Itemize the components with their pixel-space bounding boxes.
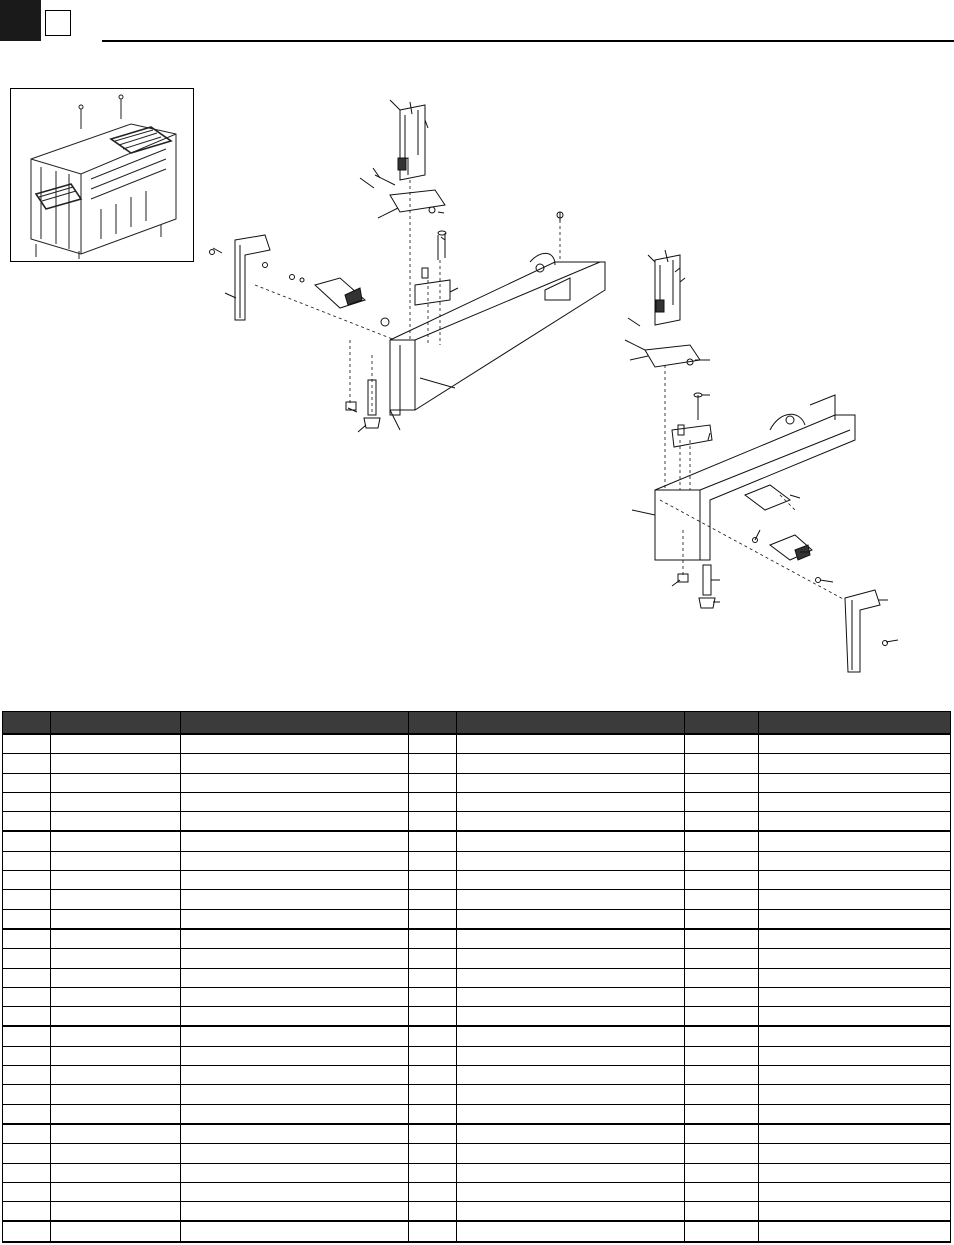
table-cell <box>457 851 685 870</box>
table-row <box>3 890 951 909</box>
table-cell <box>409 1221 457 1242</box>
table-cell <box>181 987 409 1006</box>
table-cell <box>3 987 51 1006</box>
table-cell <box>457 1104 685 1124</box>
table-cell <box>685 1026 759 1046</box>
table-cell <box>759 949 951 968</box>
table-row <box>3 949 951 968</box>
table-cell <box>409 968 457 987</box>
table-cell <box>3 831 51 851</box>
table-cell <box>759 890 951 909</box>
table-cell <box>51 792 181 811</box>
table-cell <box>409 1124 457 1144</box>
table-cell <box>181 734 409 754</box>
column-header <box>685 712 759 735</box>
table-cell <box>457 812 685 832</box>
table-cell <box>51 1163 181 1182</box>
column-header <box>181 712 409 735</box>
table-row <box>3 871 951 890</box>
table-cell <box>3 1104 51 1124</box>
table-cell <box>759 734 951 754</box>
table-cell <box>3 1221 51 1242</box>
table-cell <box>409 890 457 909</box>
table-cell <box>3 929 51 949</box>
table-cell <box>409 773 457 792</box>
column-header <box>759 712 951 735</box>
table-cell <box>409 734 457 754</box>
table-row <box>3 1104 951 1124</box>
table-cell <box>759 1144 951 1163</box>
table-cell <box>51 1124 181 1144</box>
right-end-bracket <box>845 590 880 672</box>
table-cell <box>3 909 51 929</box>
table-cell <box>409 851 457 870</box>
column-header <box>409 712 457 735</box>
table-cell <box>759 987 951 1006</box>
table-cell <box>409 949 457 968</box>
table-cell <box>181 1066 409 1085</box>
table-cell <box>685 1182 759 1201</box>
table-cell <box>181 1124 409 1144</box>
table-cell <box>457 773 685 792</box>
table-cell <box>759 929 951 949</box>
table-cell <box>457 1026 685 1046</box>
left-end-bracket <box>235 235 270 320</box>
table-cell <box>685 1007 759 1027</box>
table-cell <box>457 987 685 1006</box>
table-row <box>3 1202 951 1222</box>
table-cell <box>759 1007 951 1027</box>
table-row <box>3 1124 951 1144</box>
table-cell <box>759 754 951 773</box>
table-cell <box>457 754 685 773</box>
table-cell <box>3 773 51 792</box>
table-cell <box>3 1144 51 1163</box>
table-cell <box>457 1163 685 1182</box>
table-cell <box>181 909 409 929</box>
table-cell <box>457 1182 685 1201</box>
table-cell <box>3 734 51 754</box>
table-cell <box>51 1085 181 1104</box>
table-cell <box>685 754 759 773</box>
table-cell <box>759 1124 951 1144</box>
table-cell <box>3 792 51 811</box>
table-row <box>3 754 951 773</box>
table-cell <box>759 851 951 870</box>
table-cell <box>3 1026 51 1046</box>
table-cell <box>51 890 181 909</box>
table-cell <box>51 1221 181 1242</box>
table-cell <box>685 929 759 949</box>
table-cell <box>409 1046 457 1065</box>
table-cell <box>181 754 409 773</box>
table-cell <box>759 909 951 929</box>
table-cell <box>685 1202 759 1222</box>
table-cell <box>759 1182 951 1201</box>
table-cell <box>3 754 51 773</box>
table-cell <box>51 949 181 968</box>
table-row <box>3 1026 951 1046</box>
left-rail <box>390 262 605 410</box>
table-row <box>3 1085 951 1104</box>
table-cell <box>409 1066 457 1085</box>
column-header <box>51 712 181 735</box>
table-cell <box>3 1007 51 1027</box>
table-cell <box>457 1066 685 1085</box>
table-cell <box>3 1066 51 1085</box>
table-cell <box>51 1182 181 1201</box>
table-cell <box>51 1026 181 1046</box>
table-cell <box>457 1046 685 1065</box>
table-cell <box>181 1007 409 1027</box>
table-cell <box>457 1124 685 1144</box>
header-rule <box>102 40 954 42</box>
table-cell <box>51 1104 181 1124</box>
table-cell <box>759 773 951 792</box>
table-cell <box>685 890 759 909</box>
table-row <box>3 1163 951 1182</box>
table-cell <box>409 831 457 851</box>
table-cell <box>3 968 51 987</box>
table-cell <box>457 1085 685 1104</box>
table-cell <box>181 792 409 811</box>
table-cell <box>51 909 181 929</box>
table-cell <box>759 1221 951 1242</box>
table-row <box>3 734 951 754</box>
table-cell <box>759 1104 951 1124</box>
table-cell <box>3 949 51 968</box>
table-cell <box>3 871 51 890</box>
table-cell <box>181 831 409 851</box>
table-cell <box>759 1046 951 1065</box>
table-cell <box>3 1163 51 1182</box>
table-cell <box>409 812 457 832</box>
table-cell <box>181 1104 409 1124</box>
table-cell <box>409 1202 457 1222</box>
table-cell <box>181 871 409 890</box>
table-row <box>3 831 951 851</box>
table-cell <box>759 812 951 832</box>
table-cell <box>409 909 457 929</box>
table-cell <box>181 929 409 949</box>
parts-table-header <box>3 712 951 735</box>
table-cell <box>685 909 759 929</box>
table-cell <box>409 792 457 811</box>
table-row <box>3 1144 951 1163</box>
table-cell <box>181 949 409 968</box>
parts-table <box>2 711 951 1243</box>
table-cell <box>51 987 181 1006</box>
table-cell <box>457 734 685 754</box>
table-cell <box>685 792 759 811</box>
table-cell <box>457 1007 685 1027</box>
table-cell <box>3 1046 51 1065</box>
table-row <box>3 851 951 870</box>
table-cell <box>409 987 457 1006</box>
right-plate <box>655 415 855 560</box>
table-cell <box>457 909 685 929</box>
table-cell <box>685 1085 759 1104</box>
table-cell <box>457 831 685 851</box>
table-cell <box>181 1085 409 1104</box>
table-cell <box>685 1066 759 1085</box>
table-cell <box>181 1026 409 1046</box>
table-cell <box>685 987 759 1006</box>
table-cell <box>457 968 685 987</box>
table-cell <box>685 1144 759 1163</box>
table-cell <box>409 929 457 949</box>
table-cell <box>759 1202 951 1222</box>
table-cell <box>685 871 759 890</box>
table-cell <box>51 1202 181 1222</box>
table-cell <box>685 1046 759 1065</box>
table-cell <box>51 871 181 890</box>
table-cell <box>685 1124 759 1144</box>
table-cell <box>409 1104 457 1124</box>
table-cell <box>457 929 685 949</box>
table-cell <box>181 773 409 792</box>
table-cell <box>457 1144 685 1163</box>
table-row <box>3 1046 951 1065</box>
table-row <box>3 968 951 987</box>
table-cell <box>181 890 409 909</box>
table-row <box>3 773 951 792</box>
table-cell <box>685 968 759 987</box>
table-cell <box>181 1144 409 1163</box>
table-cell <box>51 1046 181 1065</box>
table-row <box>3 812 951 832</box>
table-cell <box>759 1066 951 1085</box>
table-cell <box>51 1007 181 1027</box>
table-cell <box>685 773 759 792</box>
table-row <box>3 909 951 929</box>
table-cell <box>409 871 457 890</box>
table-cell <box>457 792 685 811</box>
table-cell <box>759 871 951 890</box>
table-cell <box>51 929 181 949</box>
table-cell <box>457 871 685 890</box>
table-cell <box>3 1202 51 1222</box>
table-cell <box>51 851 181 870</box>
table-cell <box>181 1202 409 1222</box>
table-cell <box>685 851 759 870</box>
table-cell <box>457 1202 685 1222</box>
table-cell <box>51 1066 181 1085</box>
table-cell <box>51 773 181 792</box>
table-cell <box>51 968 181 987</box>
table-cell <box>685 1104 759 1124</box>
table-cell <box>759 1026 951 1046</box>
table-cell <box>409 1144 457 1163</box>
table-cell <box>181 812 409 832</box>
table-cell <box>51 734 181 754</box>
table-cell <box>181 851 409 870</box>
table-cell <box>457 949 685 968</box>
machine-overview-inset <box>10 88 194 262</box>
table-cell <box>3 890 51 909</box>
table-cell <box>685 831 759 851</box>
table-cell <box>685 949 759 968</box>
table-cell <box>51 754 181 773</box>
table-cell <box>759 831 951 851</box>
table-cell <box>457 1221 685 1242</box>
table-cell <box>409 1085 457 1104</box>
table-cell <box>181 1163 409 1182</box>
table-cell <box>181 1221 409 1242</box>
table-cell <box>3 1124 51 1144</box>
table-cell <box>759 792 951 811</box>
table-row <box>3 929 951 949</box>
table-row <box>3 987 951 1006</box>
table-cell <box>759 1085 951 1104</box>
column-header <box>3 712 51 735</box>
table-cell <box>409 1163 457 1182</box>
table-row <box>3 1221 951 1242</box>
table-cell <box>759 1163 951 1182</box>
table-cell <box>457 890 685 909</box>
column-header <box>457 712 685 735</box>
table-cell <box>685 812 759 832</box>
table-cell <box>685 734 759 754</box>
table-cell <box>759 968 951 987</box>
machine-overview-illustration <box>11 89 193 261</box>
section-marker-block <box>0 0 41 41</box>
section-index-box <box>45 10 71 36</box>
table-cell <box>685 1221 759 1242</box>
table-row <box>3 1182 951 1201</box>
table-cell <box>409 1182 457 1201</box>
table-cell <box>51 812 181 832</box>
table-cell <box>181 1046 409 1065</box>
table-row <box>3 1007 951 1027</box>
table-cell <box>3 1085 51 1104</box>
table-cell <box>409 754 457 773</box>
table-cell <box>409 1007 457 1027</box>
table-cell <box>3 851 51 870</box>
table-cell <box>685 1163 759 1182</box>
table-row <box>3 1066 951 1085</box>
table-cell <box>181 1182 409 1201</box>
table-cell <box>409 1026 457 1046</box>
table-cell <box>51 831 181 851</box>
table-cell <box>3 812 51 832</box>
table-cell <box>181 968 409 987</box>
table-row <box>3 792 951 811</box>
table-cell <box>51 1144 181 1163</box>
table-cell <box>3 1182 51 1201</box>
